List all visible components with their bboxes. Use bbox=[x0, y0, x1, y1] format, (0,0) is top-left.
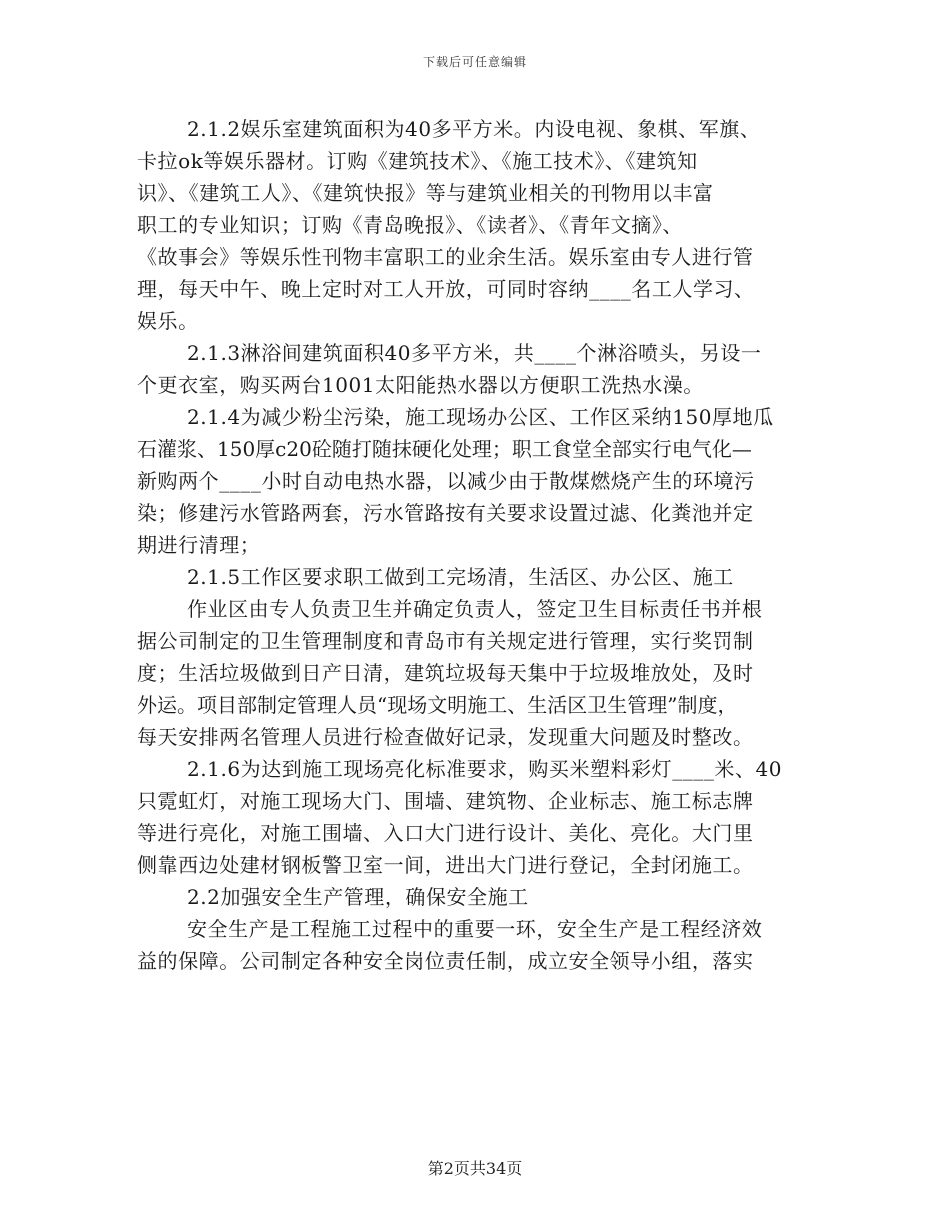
page-header: 下载后可任意编辑 bbox=[422, 55, 527, 69]
paragraph-line: 每天安排两名管理人员进行检查做好记录，发现重大问题及时整改。 bbox=[137, 725, 754, 749]
paragraph-line: 只霓虹灯，对施工现场大门、围墙、建筑物、企业标志、施工标志牌 bbox=[137, 789, 754, 813]
paragraph-line: 期进行清理； bbox=[137, 533, 261, 557]
paragraph-line: 个更衣室，购买两台1001太阳能热水器以方便职工洗热水澡。 bbox=[137, 373, 704, 397]
paragraph-line: 2.1.6为达到施工现场亮化标准要求，购买米塑料彩灯____米、40 bbox=[187, 757, 783, 781]
paragraph-line: 染；修建污水管路两套，污水管路按有关要求设置过滤、化粪池并定 bbox=[137, 501, 754, 525]
section-heading: 2.2加强安全生产管理，确保安全施工 bbox=[187, 885, 529, 909]
paragraph-line: 作业区由专人负责卫生并确定负责人，签定卫生目标责任书并根 bbox=[187, 597, 763, 621]
paragraph-line: 度；生活垃圾做到日产日清，建筑垃圾每天集中于垃圾堆放处，及时 bbox=[137, 661, 754, 685]
paragraph-line: 侧靠西边处建材钢板警卫室一间，进出大门进行登记，全封闭施工。 bbox=[137, 853, 754, 877]
paragraph-line: 安全生产是工程施工过程中的重要一环，安全生产是工程经济效 bbox=[187, 917, 763, 941]
paragraph-line: 《故事会》等娱乐性刊物丰富职工的业余生活。娱乐室由专人进行管 bbox=[137, 245, 754, 269]
paragraph-line: 外运。项目部制定管理人员“现场文明施工、生活区卫生管理”制度， bbox=[137, 693, 738, 717]
paragraph-line: 卡拉ok等娱乐器材。订购《建筑技术》、《施工技术》、《建筑知 bbox=[137, 149, 698, 173]
paragraph-line: 等进行亮化，对施工围墙、入口大门进行设计、美化、亮化。大门里 bbox=[137, 821, 754, 845]
paragraph-line: 2.1.5工作区要求职工做到工完场清，生活区、办公区、施工 bbox=[187, 565, 734, 589]
paragraph-line: 识》、《建筑工人》、《建筑快报》等与建筑业相关的刊物用以丰富 bbox=[137, 181, 714, 205]
paragraph-line: 2.1.2娱乐室建筑面积为40多平方米。内设电视、象棋、军旗、 bbox=[187, 117, 761, 141]
paragraph-line: 益的保障。公司制定各种安全岗位责任制，成立安全领导小组，落实 bbox=[137, 949, 754, 973]
paragraph-line: 娱乐。 bbox=[137, 309, 199, 333]
paragraph-line: 职工的专业知识；订购《青岛晚报》、《读者》、《青年文摘》、 bbox=[137, 213, 683, 237]
paragraph-line: 2.1.3淋浴间建筑面积40多平方米，共____个淋浴喷头，另设一 bbox=[187, 341, 762, 365]
document-body bbox=[137, 113, 817, 977]
paragraph-line: 新购两个____小时自动电热水器，以减少由于散煤燃烧产生的环境污 bbox=[137, 469, 755, 493]
page-number: 第2页共34页 bbox=[427, 1159, 523, 1178]
paragraph-line: 2.1.4为减少粉尘污染，施工现场办公区、工作区采纳150厚地瓜 bbox=[187, 405, 774, 429]
paragraph-line: 石灌浆、150厚c20砼随打随抹硬化处理；职工食堂全部实行电气化— bbox=[137, 437, 752, 461]
paragraph-line: 据公司制定的卫生管理制度和青岛市有关规定进行管理，实行奖罚制 bbox=[137, 629, 754, 653]
paragraph-line: 理，每天中午、晚上定时对工人开放，可同时容纳____名工人学习、 bbox=[137, 277, 755, 301]
